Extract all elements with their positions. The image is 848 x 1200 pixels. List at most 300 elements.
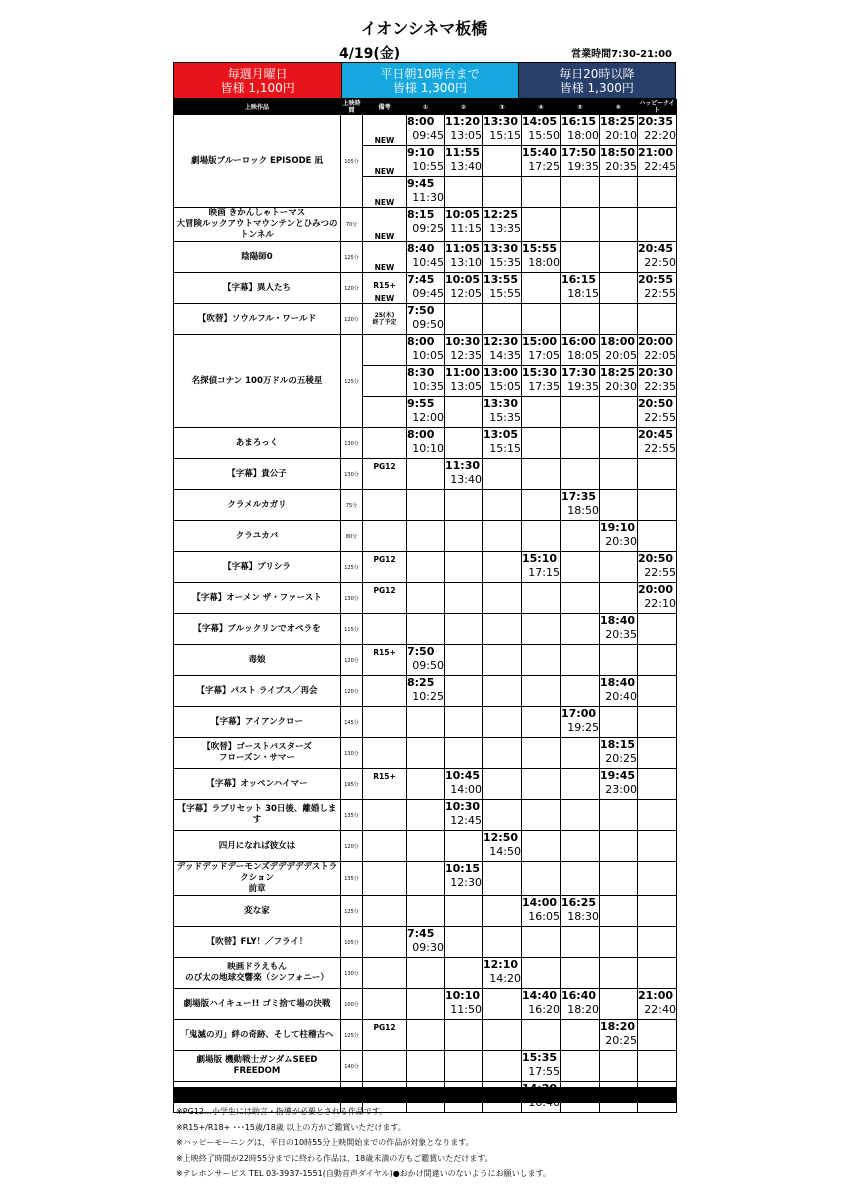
note-text: NEW bbox=[374, 167, 395, 176]
movie-title-line: 【字幕】パスト ライブス／再会 bbox=[196, 685, 318, 696]
showtime-cell bbox=[483, 146, 522, 177]
note-text: PG12 bbox=[373, 1023, 396, 1032]
showtime-start: 20:00 bbox=[638, 583, 674, 596]
movie-title-cell bbox=[174, 428, 341, 459]
price-monday-label: 毎週月曜日 bbox=[227, 66, 288, 81]
showtime-end: 22:50 bbox=[644, 256, 676, 269]
runtime-cell: 130分 bbox=[341, 958, 363, 989]
note-text: NEW bbox=[374, 198, 395, 207]
movie-title-line: 【吹替】FLY！／フライ！ bbox=[206, 936, 308, 947]
showtime-cell bbox=[483, 273, 522, 304]
movie-title-line: FREEDOM bbox=[233, 1066, 281, 1076]
showtime-end: 14:20 bbox=[489, 972, 521, 985]
showtime-cell bbox=[445, 958, 483, 989]
runtime-cell: 120分 bbox=[341, 645, 363, 676]
showtime-end: 17:35 bbox=[528, 380, 560, 393]
showtime-cell bbox=[522, 304, 561, 335]
showtime-start: 10:45 bbox=[445, 769, 481, 782]
showtime-cell bbox=[483, 831, 522, 862]
showtime-cell bbox=[445, 1051, 483, 1082]
movie-title-cell bbox=[174, 989, 341, 1020]
movie-title-line: クラユカバ bbox=[235, 530, 279, 541]
showtime-cell bbox=[522, 1051, 561, 1082]
showtime-cell bbox=[407, 208, 445, 242]
business-hours: 営業時間7:30-21:00 bbox=[571, 49, 672, 60]
showtime-cell bbox=[483, 614, 522, 645]
note-cell bbox=[363, 800, 407, 831]
runtime-cell: 195分 bbox=[341, 769, 363, 800]
table-row bbox=[174, 769, 677, 800]
showtime-cell bbox=[638, 800, 677, 831]
showtime-cell bbox=[445, 862, 483, 896]
showtime-cell bbox=[407, 459, 445, 490]
showtime-cell bbox=[522, 428, 561, 459]
showtime-start: 8:40 bbox=[407, 242, 435, 255]
showtime-end: 10:35 bbox=[412, 380, 444, 393]
showtime-start: 19:10 bbox=[600, 521, 636, 534]
movie-title-line: 前章 bbox=[248, 884, 266, 894]
showtime-start: 10:15 bbox=[445, 862, 481, 875]
showtime-cell bbox=[561, 273, 600, 304]
movie-title-line: 【字幕】プリシラ bbox=[223, 561, 291, 572]
showtime-cell bbox=[445, 146, 483, 177]
showtime-end: 22:55 bbox=[644, 566, 676, 579]
showtime-start: 10:05 bbox=[445, 273, 481, 286]
showtime-cell bbox=[522, 769, 561, 800]
showtime-end: 13:40 bbox=[450, 160, 482, 173]
showtime-cell bbox=[561, 366, 600, 397]
showtime-end: 15:55 bbox=[489, 287, 521, 300]
table-row bbox=[174, 428, 677, 459]
showtime-cell bbox=[407, 831, 445, 862]
movie-title-line: 陰陽師0 bbox=[241, 251, 273, 262]
showtime-cell bbox=[445, 490, 483, 521]
showtime-cell bbox=[638, 366, 677, 397]
showtime-cell bbox=[445, 927, 483, 958]
showtime-cell bbox=[522, 958, 561, 989]
showtime-cell bbox=[638, 552, 677, 583]
showtime-end: 22:55 bbox=[644, 287, 676, 300]
runtime-cell: 70分 bbox=[341, 208, 363, 242]
showtime-cell bbox=[522, 521, 561, 552]
showtime-end: 15:50 bbox=[528, 129, 560, 142]
showtime-cell bbox=[483, 242, 522, 273]
showtime-cell bbox=[445, 366, 483, 397]
runtime-cell: 105分 bbox=[341, 927, 363, 958]
runtime-cell: 125分 bbox=[341, 242, 363, 273]
price-monday-amount: 皆様 1,100円 bbox=[220, 80, 295, 95]
showtime-end: 19:35 bbox=[567, 380, 599, 393]
showtime-cell bbox=[561, 428, 600, 459]
showtime-cell bbox=[483, 177, 522, 208]
showtime-cell bbox=[561, 769, 600, 800]
showtime-cell bbox=[638, 1051, 677, 1082]
showtime-cell bbox=[407, 242, 445, 273]
showtime-end: 12:05 bbox=[450, 287, 482, 300]
showtime-cell bbox=[445, 459, 483, 490]
showtime-cell bbox=[638, 273, 677, 304]
movie-title-line: 【字幕】貴公子 bbox=[227, 468, 287, 479]
showtime-start: 13:55 bbox=[483, 273, 519, 286]
header-slot-2: ② bbox=[445, 100, 483, 115]
showtime-start: 18:15 bbox=[600, 738, 636, 751]
showtime-cell bbox=[445, 583, 483, 614]
showtime-start: 9:10 bbox=[407, 146, 435, 159]
runtime-cell: 130分 bbox=[341, 738, 363, 769]
note-cell bbox=[363, 459, 407, 490]
movie-title-line: 【字幕】ラブリセット 30日後、離婚します bbox=[177, 804, 337, 825]
showtime-cell bbox=[638, 738, 677, 769]
runtime-cell: 115分 bbox=[341, 614, 363, 645]
showtime-end: 11:30 bbox=[412, 191, 444, 204]
showtime-end: 15:35 bbox=[489, 411, 521, 424]
showtime-start: 15:00 bbox=[522, 335, 558, 348]
showtime-cell bbox=[522, 989, 561, 1020]
note-cell bbox=[363, 1051, 407, 1082]
showtime-cell bbox=[600, 800, 638, 831]
showtime-cell bbox=[522, 800, 561, 831]
showtime-start: 12:10 bbox=[483, 958, 519, 971]
movie-title-cell bbox=[174, 335, 341, 428]
showtime-cell bbox=[561, 177, 600, 208]
table-row bbox=[174, 459, 677, 490]
showtime-start: 8:25 bbox=[407, 676, 435, 689]
showtime-start: 7:50 bbox=[407, 645, 435, 658]
note-cell bbox=[363, 1020, 407, 1051]
showtime-end: 15:15 bbox=[489, 442, 521, 455]
showtime-end: 09:50 bbox=[412, 318, 444, 331]
showtime-cell bbox=[483, 552, 522, 583]
movie-title-cell bbox=[174, 614, 341, 645]
showtime-end: 16:05 bbox=[528, 910, 560, 923]
showtime-start: 20:50 bbox=[638, 552, 674, 565]
showtime-end: 11:50 bbox=[450, 1003, 482, 1016]
table-row bbox=[174, 862, 677, 896]
showtime-cell bbox=[561, 1051, 600, 1082]
movie-title-line: 劇場版 機動戦士ガンダムSEED bbox=[196, 1055, 318, 1065]
movie-title-cell bbox=[174, 1051, 341, 1082]
price-morning-amount: 皆様 1,300円 bbox=[392, 80, 468, 95]
showtime-end: 20:25 bbox=[605, 1034, 637, 1047]
showtime-cell bbox=[561, 335, 600, 366]
showtime-start: 10:05 bbox=[445, 208, 481, 221]
showtime-cell bbox=[638, 428, 677, 459]
note-cell bbox=[363, 208, 407, 242]
movie-title-cell bbox=[174, 645, 341, 676]
table-row bbox=[174, 304, 677, 335]
showtime-cell bbox=[445, 521, 483, 552]
showtime-start: 20:45 bbox=[638, 428, 674, 441]
runtime-cell: 125分 bbox=[341, 335, 363, 428]
note-text: NEW bbox=[374, 136, 395, 145]
showtime-cell bbox=[600, 831, 638, 862]
header-slot-5: ⑤ bbox=[561, 100, 600, 115]
movie-title-line: 「鬼滅の刃」絆の奇跡、そして柱稽古へ bbox=[180, 1029, 334, 1040]
note-text: R15+ bbox=[373, 281, 396, 290]
showtime-cell bbox=[600, 1020, 638, 1051]
note-cell bbox=[363, 769, 407, 800]
showtime-start: 10:10 bbox=[445, 989, 481, 1002]
movie-title-cell bbox=[174, 459, 341, 490]
showtime-end: 17:05 bbox=[528, 349, 560, 362]
movie-title-cell bbox=[174, 676, 341, 707]
showtime-cell bbox=[445, 552, 483, 583]
table-row bbox=[174, 521, 677, 552]
movie-title-line: 劇場版ブルーロック EPISODE 凪 bbox=[191, 155, 323, 166]
runtime-cell: 140分 bbox=[341, 1051, 363, 1082]
showtime-cell bbox=[561, 242, 600, 273]
showtime-cell bbox=[638, 583, 677, 614]
showtime-end: 14:35 bbox=[489, 349, 521, 362]
movie-title-cell bbox=[174, 583, 341, 614]
showtime-start: 17:50 bbox=[561, 146, 597, 159]
price-monday bbox=[174, 63, 342, 98]
note-cell bbox=[363, 397, 407, 428]
movie-title-cell bbox=[174, 738, 341, 769]
runtime-cell: 80分 bbox=[341, 521, 363, 552]
showtime-cell bbox=[522, 862, 561, 896]
showtime-cell bbox=[600, 115, 638, 146]
showtime-cell bbox=[445, 614, 483, 645]
showtime-cell bbox=[561, 676, 600, 707]
showtime-cell bbox=[561, 958, 600, 989]
showtime-cell bbox=[483, 115, 522, 146]
showtime-cell bbox=[600, 707, 638, 738]
note-cell bbox=[363, 428, 407, 459]
footer-bar bbox=[173, 1087, 676, 1103]
movie-title-cell bbox=[174, 490, 341, 521]
showtime-end: 15:35 bbox=[489, 256, 521, 269]
showtime-cell bbox=[522, 927, 561, 958]
showtime-cell bbox=[600, 958, 638, 989]
showtime-cell bbox=[483, 521, 522, 552]
movie-title-line: 名探偵コナン 100万ドルの五稜星 bbox=[191, 375, 323, 386]
note-cell bbox=[363, 552, 407, 583]
showtime-cell bbox=[445, 208, 483, 242]
showtime-start: 18:25 bbox=[600, 115, 636, 128]
showtime-start: 8:15 bbox=[407, 208, 435, 221]
showtime-cell bbox=[483, 208, 522, 242]
note-cell bbox=[363, 831, 407, 862]
showtime-cell bbox=[522, 707, 561, 738]
showtime-cell bbox=[407, 490, 445, 521]
note-cell bbox=[363, 115, 407, 146]
showtime-cell bbox=[445, 738, 483, 769]
showtime-start: 11:30 bbox=[445, 459, 481, 472]
note-cell bbox=[363, 335, 407, 366]
showtime-cell bbox=[445, 676, 483, 707]
showtime-cell bbox=[561, 397, 600, 428]
showtime-cell bbox=[600, 738, 638, 769]
showtime-start: 18:00 bbox=[600, 335, 636, 348]
showtime-end: 13:10 bbox=[450, 256, 482, 269]
movie-title-cell bbox=[174, 927, 341, 958]
runtime-cell: 120分 bbox=[341, 273, 363, 304]
showtime-cell bbox=[407, 273, 445, 304]
showtime-start: 13:30 bbox=[483, 242, 519, 255]
table-row bbox=[174, 896, 677, 927]
movie-title-cell bbox=[174, 208, 341, 242]
showtime-start: 16:15 bbox=[561, 273, 597, 286]
showtime-cell bbox=[483, 459, 522, 490]
showtime-cell bbox=[445, 273, 483, 304]
showtime-cell bbox=[600, 769, 638, 800]
note-text: 終了予定 bbox=[372, 319, 397, 326]
showtime-cell bbox=[445, 335, 483, 366]
showtime-cell bbox=[638, 927, 677, 958]
showtime-end: 09:45 bbox=[412, 129, 444, 142]
showtime-cell bbox=[522, 177, 561, 208]
showtime-end: 13:05 bbox=[450, 129, 482, 142]
note-cell bbox=[363, 521, 407, 552]
showtime-start: 18:40 bbox=[600, 614, 636, 627]
showtime-cell bbox=[483, 1051, 522, 1082]
showtime-cell bbox=[445, 989, 483, 1020]
showtime-cell bbox=[638, 115, 677, 146]
showtime-cell bbox=[638, 862, 677, 896]
showtime-start: 18:50 bbox=[600, 146, 636, 159]
showtime-cell bbox=[600, 927, 638, 958]
showtime-cell bbox=[522, 459, 561, 490]
showtime-cell bbox=[638, 335, 677, 366]
showtime-start: 12:25 bbox=[483, 208, 519, 221]
movie-title-line: クラメルカガリ bbox=[227, 499, 287, 510]
movie-title-line: 変な家 bbox=[244, 905, 270, 916]
showtime-cell bbox=[600, 1051, 638, 1082]
note-text: PG12 bbox=[373, 462, 396, 471]
showtime-cell bbox=[561, 304, 600, 335]
showtime-cell bbox=[522, 645, 561, 676]
movie-title-line: 四月になれば彼女は bbox=[218, 840, 296, 851]
showtime-end: 20:35 bbox=[605, 160, 637, 173]
showtime-cell bbox=[483, 676, 522, 707]
showtime-cell bbox=[522, 738, 561, 769]
showtime-cell bbox=[445, 115, 483, 146]
showtime-end: 09:30 bbox=[412, 941, 444, 954]
showtime-cell bbox=[407, 397, 445, 428]
price-morning-label: 平日朝10時台まで bbox=[380, 66, 480, 81]
showtime-start: 19:45 bbox=[600, 769, 636, 782]
showtime-cell bbox=[561, 583, 600, 614]
showtime-cell bbox=[522, 397, 561, 428]
showtime-cell bbox=[407, 769, 445, 800]
showtime-end: 12:30 bbox=[450, 876, 482, 889]
showtime-cell bbox=[522, 614, 561, 645]
showtime-cell bbox=[561, 927, 600, 958]
movie-title-line: のび太の地球交響楽（シンフォニー） bbox=[185, 973, 329, 983]
showtime-cell bbox=[600, 676, 638, 707]
showtime-start: 7:50 bbox=[407, 304, 435, 317]
pricing-banner bbox=[173, 62, 676, 99]
table-row bbox=[174, 676, 677, 707]
showtime-cell bbox=[522, 676, 561, 707]
showtime-cell bbox=[638, 521, 677, 552]
note-text: 25(木) bbox=[374, 312, 395, 319]
table-header-row bbox=[174, 100, 677, 115]
movie-title-line: 【字幕】異人たち bbox=[222, 282, 291, 293]
movie-title-cell bbox=[174, 552, 341, 583]
note-text: NEW bbox=[374, 263, 395, 272]
showtime-cell bbox=[600, 397, 638, 428]
note-cell bbox=[363, 738, 407, 769]
showtime-cell bbox=[638, 146, 677, 177]
showtime-cell bbox=[407, 1051, 445, 1082]
showtime-cell bbox=[407, 304, 445, 335]
runtime-cell: 135分 bbox=[341, 800, 363, 831]
showtime-cell bbox=[483, 428, 522, 459]
showtime-start: 9:45 bbox=[407, 177, 435, 190]
showtime-end: 18:30 bbox=[567, 910, 599, 923]
showtime-cell bbox=[407, 366, 445, 397]
showtime-cell bbox=[638, 242, 677, 273]
movie-title-line: 【字幕】オッペンハイマー bbox=[206, 778, 308, 789]
footer-note: ※上映終了時間が22時55分までに終わる作品は、18歳未満の方もご鑑賞いただけます。 bbox=[176, 1153, 493, 1163]
showtime-start: 15:55 bbox=[522, 242, 558, 255]
showtime-start: 18:25 bbox=[600, 366, 636, 379]
table-row bbox=[174, 273, 677, 304]
runtime-cell: 130分 bbox=[341, 428, 363, 459]
showtime-start: 11:20 bbox=[445, 115, 481, 128]
showtime-start: 15:40 bbox=[522, 146, 558, 159]
showtime-end: 10:10 bbox=[412, 442, 444, 455]
showtime-end: 09:45 bbox=[412, 287, 444, 300]
showtime-cell bbox=[600, 583, 638, 614]
runtime-cell: 135分 bbox=[341, 862, 363, 896]
movie-title-cell bbox=[174, 800, 341, 831]
showtime-end: 18:15 bbox=[567, 287, 599, 300]
showtime-cell bbox=[522, 896, 561, 927]
note-cell bbox=[363, 273, 407, 304]
showtime-cell bbox=[407, 177, 445, 208]
showtime-end: 20:05 bbox=[605, 349, 637, 362]
header-note: 備考 bbox=[363, 100, 407, 115]
showtime-cell bbox=[445, 800, 483, 831]
showtime-cell bbox=[407, 645, 445, 676]
showtime-end: 18:20 bbox=[567, 1003, 599, 1016]
showtime-cell bbox=[483, 958, 522, 989]
showtime-end: 20:30 bbox=[605, 380, 637, 393]
showtime-cell bbox=[407, 738, 445, 769]
showtime-end: 19:35 bbox=[567, 160, 599, 173]
movie-title-line: あまろっく bbox=[235, 437, 279, 448]
showtime-start: 11:55 bbox=[445, 146, 481, 159]
showtime-cell bbox=[600, 490, 638, 521]
showtime-cell bbox=[638, 958, 677, 989]
movie-title-line: フローズン・サマー bbox=[218, 753, 296, 763]
showtime-end: 22:55 bbox=[644, 442, 676, 455]
showtime-cell bbox=[561, 989, 600, 1020]
table-row bbox=[174, 614, 677, 645]
showtime-cell bbox=[600, 896, 638, 927]
showtime-cell bbox=[407, 115, 445, 146]
showtime-cell bbox=[407, 989, 445, 1020]
movie-title-line: 【字幕】オーメン ザ・ファースト bbox=[192, 592, 322, 603]
movie-title-line: 【字幕】アイアンクロー bbox=[211, 716, 303, 727]
movie-title-line: 劇場版ハイキュー!! ゴミ捨て場の決戦 bbox=[183, 998, 331, 1009]
movie-title-cell bbox=[174, 521, 341, 552]
showtime-cell bbox=[600, 428, 638, 459]
showtime-start: 8:30 bbox=[407, 366, 435, 379]
movie-title-line: デッドデッドデーモンズデデデデデストラクション bbox=[176, 862, 338, 883]
runtime-cell: 125分 bbox=[341, 552, 363, 583]
table-row bbox=[174, 490, 677, 521]
note-text: R15+ bbox=[373, 772, 396, 781]
showtime-cell bbox=[600, 862, 638, 896]
showtime-cell bbox=[600, 208, 638, 242]
movie-title-cell bbox=[174, 862, 341, 896]
showtime-cell bbox=[638, 831, 677, 862]
runtime-cell: 125分 bbox=[341, 1020, 363, 1051]
